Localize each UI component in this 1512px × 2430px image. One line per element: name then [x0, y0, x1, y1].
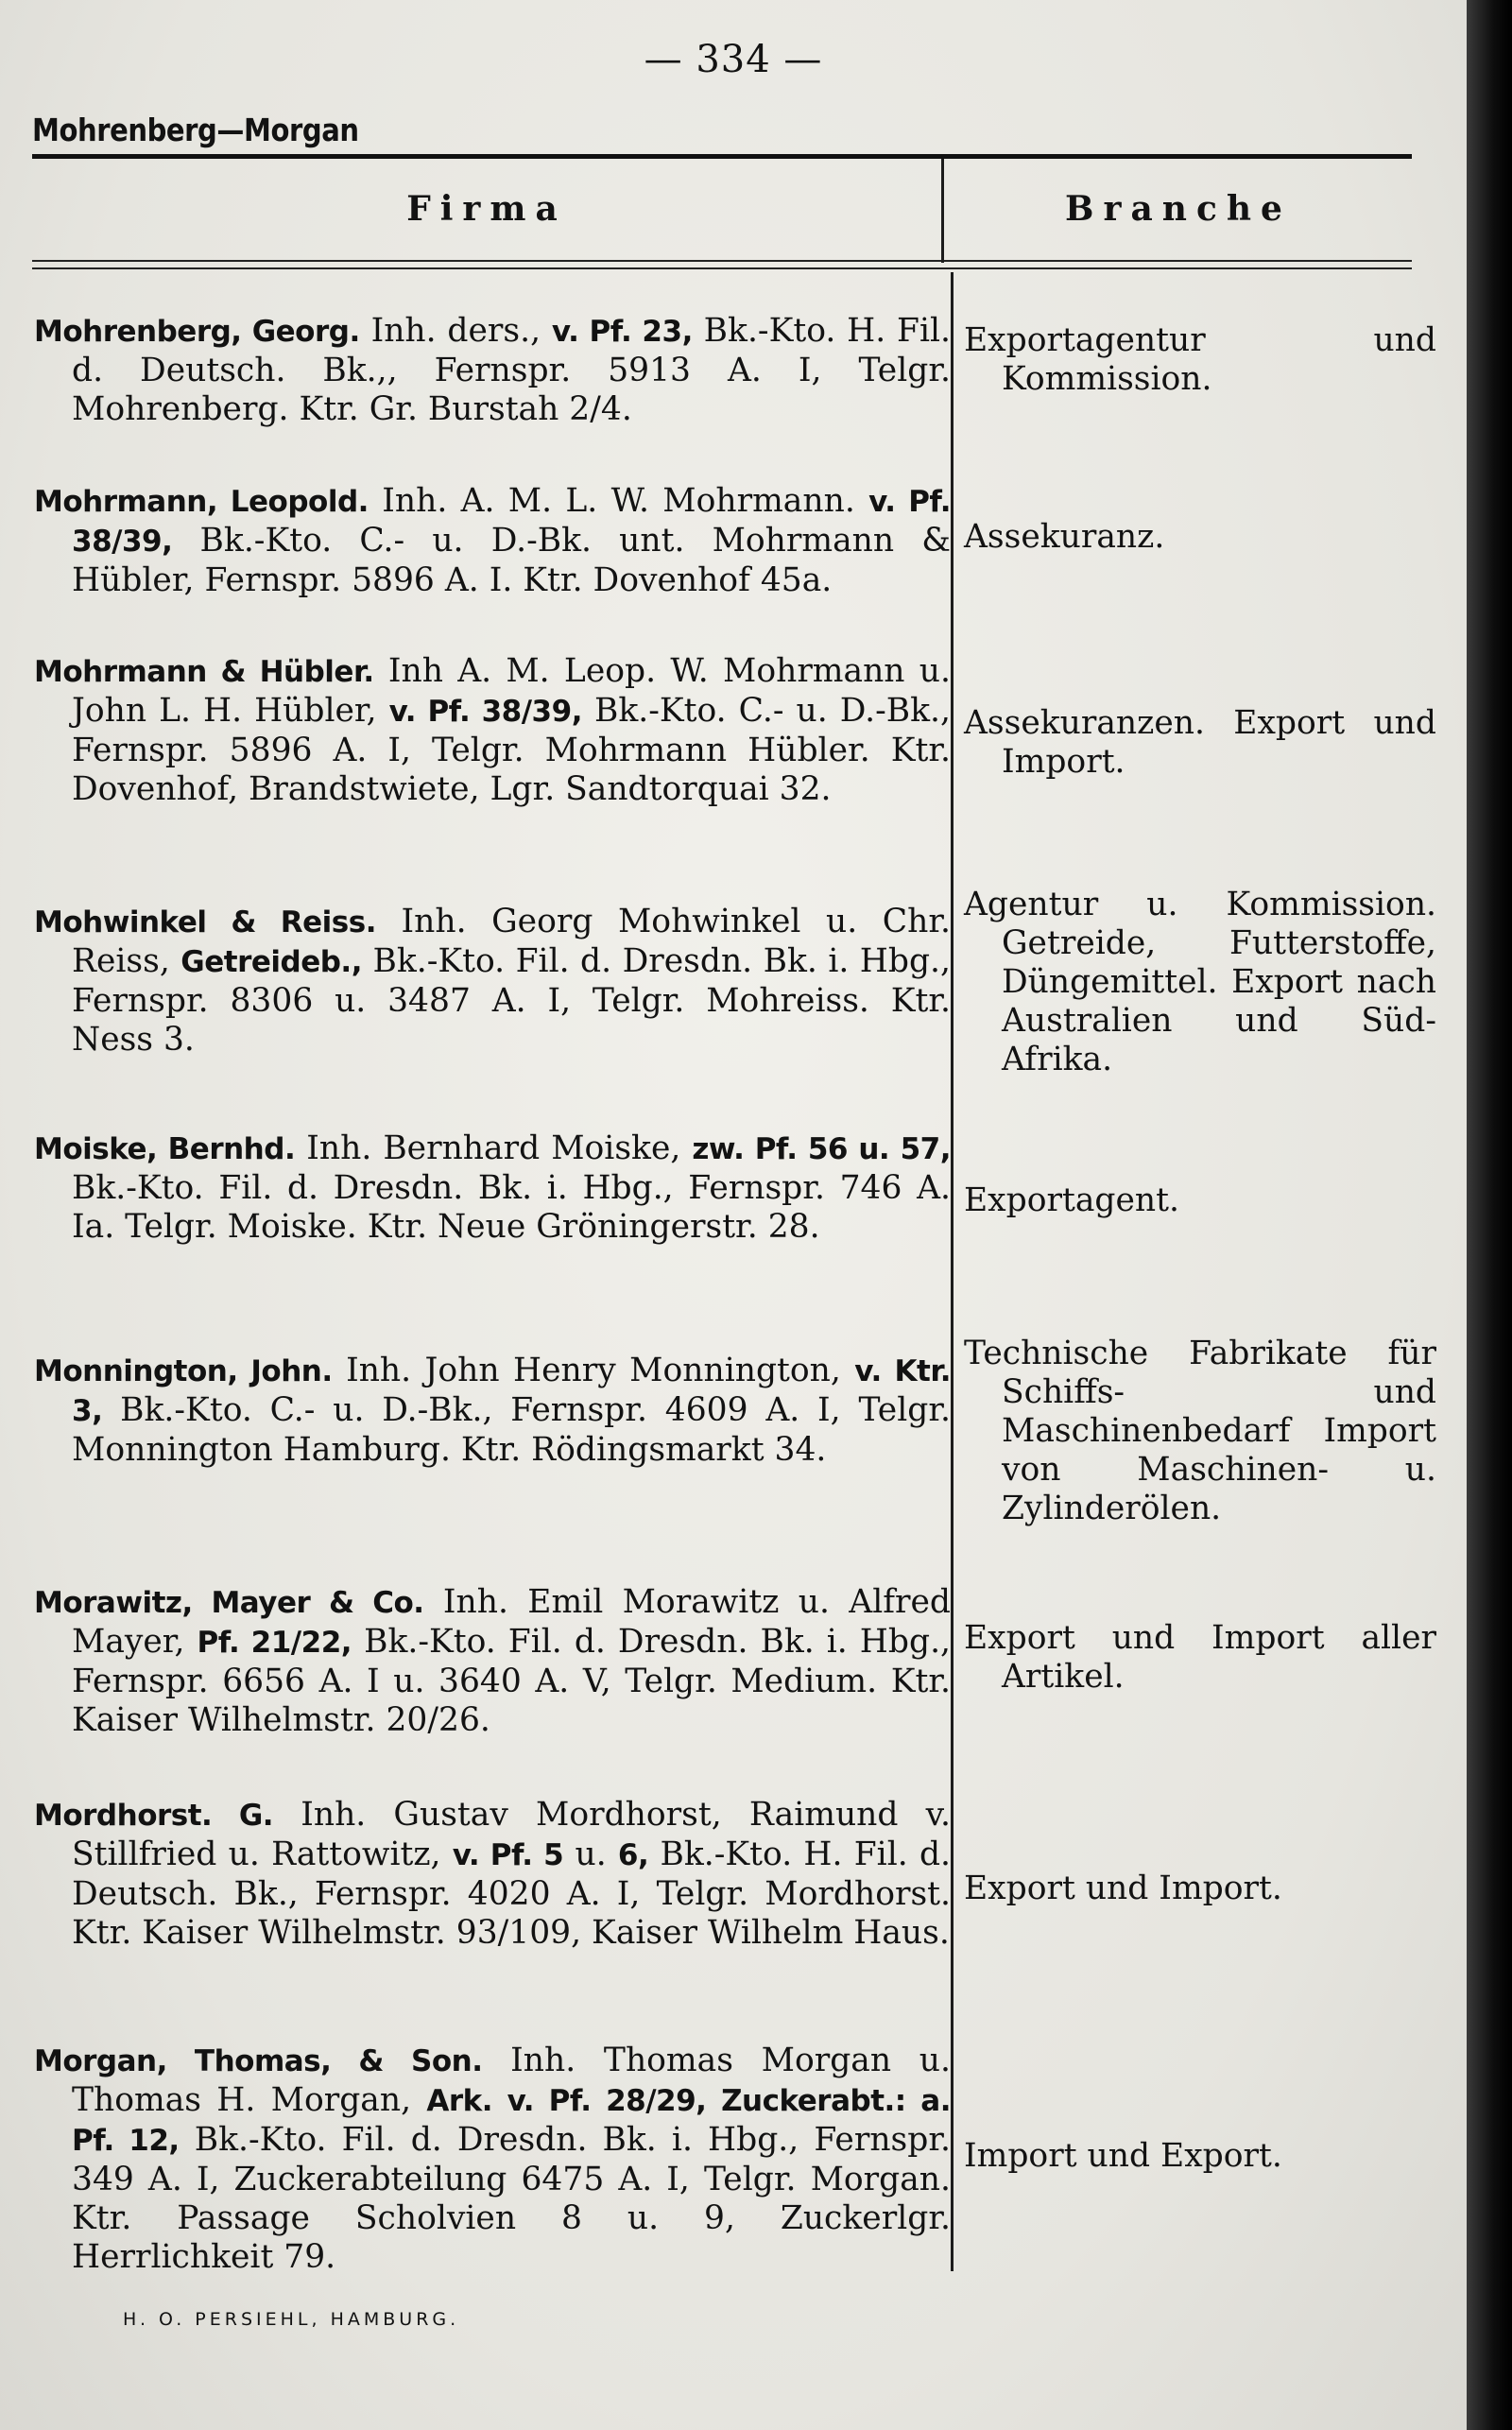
branch-text: Import und Export. — [964, 2137, 1282, 2175]
firm-details: Inh. ders., — [359, 312, 552, 350]
branch-text: Technische Fabrikate für Schiffs- und Maschinenbedarf Import von Maschinen- u. Zylinderölen. — [964, 1335, 1436, 1527]
firm-entry — [34, 2042, 951, 2277]
branch-entry — [964, 2137, 1436, 2176]
firm-details: Inh. Bernhard Moiske, — [295, 1129, 693, 1167]
column-header-firm: Firma — [406, 189, 567, 229]
firm-name: Morawitz, Mayer & Co. — [34, 1586, 424, 1620]
branch-entry — [964, 321, 1436, 399]
firm-name: Mohrmann & Hübler. — [34, 655, 374, 689]
firm-name: Mohrmann, Leopold. — [34, 485, 369, 519]
branch-entry — [964, 886, 1436, 1079]
branch-entry — [964, 518, 1436, 557]
firm-location: v. Ktr. 3, — [72, 1354, 951, 1428]
firm-entry — [34, 652, 951, 809]
branch-entry — [964, 1619, 1436, 1697]
firm-name: Monnington, John. — [34, 1354, 333, 1388]
page-number: — 334 — — [644, 38, 823, 81]
branch-text: Exportagent. — [964, 1181, 1179, 1219]
branch-entry — [964, 1181, 1436, 1220]
printer-imprint: H. O. PERSIEHL, HAMBURG. — [123, 2309, 460, 2330]
branch-text: Exportagentur und Kommission. — [964, 321, 1436, 398]
firm-entry — [34, 1352, 951, 1470]
branch-text: Agentur u. Kommission. Getreide, Futterstoffe, Düngemittel. Export nach Australien und Süd-Afrika. — [964, 886, 1436, 1078]
firm-details: u. — [563, 1835, 618, 1873]
page-edge-shadow — [1467, 0, 1512, 2430]
branch-entry — [964, 1870, 1436, 1908]
firm-location: Pf. 21/22, — [197, 1626, 352, 1660]
branch-text: Export und Import aller Artikel. — [964, 1619, 1436, 1696]
firm-location: v. Pf. 5 — [452, 1838, 564, 1872]
firm-entry — [34, 312, 951, 429]
firm-location: Getreideb., — [180, 945, 362, 979]
firm-details: Bk.-Kto. C.- u. D.-Bk., Fernspr. 4609 A. I, Telgr. Monnington Hamburg. Ktr. Rödingsmarkt 34. — [72, 1391, 951, 1469]
firm-details: Inh. John Henry Monnington, — [332, 1352, 855, 1389]
branch-text: Export und Import. — [964, 1870, 1282, 1907]
firm-details: Bk.-Kto. Fil. d. Dresdn. Bk. i. Hbg., Fernspr. 6656 A. I u. 3640 A. V, Telgr. Medium. Ktr. Kaiser Wilhelmstr. 20/26. — [72, 1623, 951, 1739]
column-header-branch: Branche — [1065, 189, 1292, 229]
branch-entry — [964, 1335, 1436, 1528]
firm-name: Mohrenberg, Georg. — [34, 315, 360, 349]
firm-details: Inh A. M. Leop. W. Mohrmann u. John L. H. Hübler, — [72, 652, 951, 730]
firm-name: Moiske, Bernhd. — [34, 1132, 296, 1166]
firm-details: Bk.-Kto. Fil. d. Dresdn. Bk. i. Hbg., Fernspr. 349 A. I, Zuckerabteilung 6475 A. I, Telgr. Morgan. Ktr. Passage Scholvien 8 u. 9, Zuckerlgr. Herrlichkeit 79. — [72, 2121, 951, 2276]
firm-entry — [34, 1796, 951, 1953]
firm-details: Inh. Gustav Mordhorst, Raimund v. Stillfried u. Rattowitz, — [72, 1796, 951, 1873]
firm-name: Mohwinkel & Reiss. — [34, 905, 376, 939]
firm-details: Inh. Georg Mohwinkel u. Chr. Reiss, — [72, 903, 951, 980]
firm-details: Inh. Thomas Morgan u. Thomas H. Morgan, — [72, 2042, 951, 2119]
firm-entry — [34, 1129, 951, 1247]
branch-text: Assekuranzen. Export und Import. — [964, 704, 1436, 781]
column-divider — [951, 272, 954, 2271]
column-head-rule-top — [32, 260, 1412, 262]
firm-location: v. Pf. 23, — [551, 315, 693, 349]
firm-entry — [34, 1583, 951, 1740]
firm-location: v. Pf. 38/39, — [72, 485, 951, 559]
running-head: Mohrenberg—Morgan — [32, 112, 359, 148]
firm-location: Ark. v. Pf. 28/29, Zuckerabt.: a. Pf. 12, — [72, 2084, 951, 2158]
firm-name: Mordhorst. G. — [34, 1799, 274, 1833]
firm-entry — [34, 482, 951, 600]
firm-details: Bk.-Kto. H. Fil. d. Deutsch. Bk., Fernspr. 4020 A. I, Telgr. Mordhorst. Ktr. Kaiser Wilhelmstr. 93/109, Kaiser Wilhelm Haus. — [72, 1835, 951, 1952]
column-head-rule-bottom — [32, 267, 1412, 269]
firm-name: Morgan, Thomas, & Son. — [34, 2044, 483, 2078]
header-rule — [32, 154, 1412, 159]
firm-details: Bk.-Kto. Fil. d. Dresdn. Bk. i. Hbg., Fernspr. 746 A. Ia. Telgr. Moiske. Ktr. Neue Gröningerstr. 28. — [72, 1169, 951, 1246]
firm-location: v. Pf. 38/39, — [388, 695, 582, 729]
branch-text: Assekuranz. — [964, 518, 1165, 556]
firm-details: Inh. Emil Morawitz u. Alfred Mayer, — [72, 1583, 951, 1661]
firm-details: Inh. A. M. L. W. Mohrmann. — [368, 482, 869, 520]
branch-entry — [964, 704, 1436, 782]
firm-details: Bk.-Kto. C.- u. D.-Bk. unt. Mohrmann & Hübler, Fernspr. 5896 A. I. Ktr. Dovenhof 45a. — [72, 522, 951, 599]
column-divider-head — [941, 159, 944, 263]
firm-details: Bk.-Kto. Fil. d. Dresdn. Bk. i. Hbg., Fernspr. 8306 u. 3487 A. I, Telgr. Mohreiss. Ktr. Ness 3. — [72, 942, 951, 1059]
firm-location: 6, — [617, 1838, 649, 1872]
firm-entry — [34, 903, 951, 1060]
firm-details: Bk.-Kto. H. Fil. d. Deutsch. Bk.,, Fernspr. 5913 A. I, Telgr. Mohrenberg. Ktr. Gr. Burstah 2/4. — [72, 312, 952, 428]
firm-details: Bk.-Kto. C.- u. D.-Bk., Fernspr. 5896 A. I, Telgr. Mohrmann Hübler. Ktr. Dovenhof, Brandstwiete, Lgr. Sandtorquai 32. — [72, 692, 951, 808]
firm-location: zw. Pf. 56 u. 57, — [692, 1132, 951, 1166]
